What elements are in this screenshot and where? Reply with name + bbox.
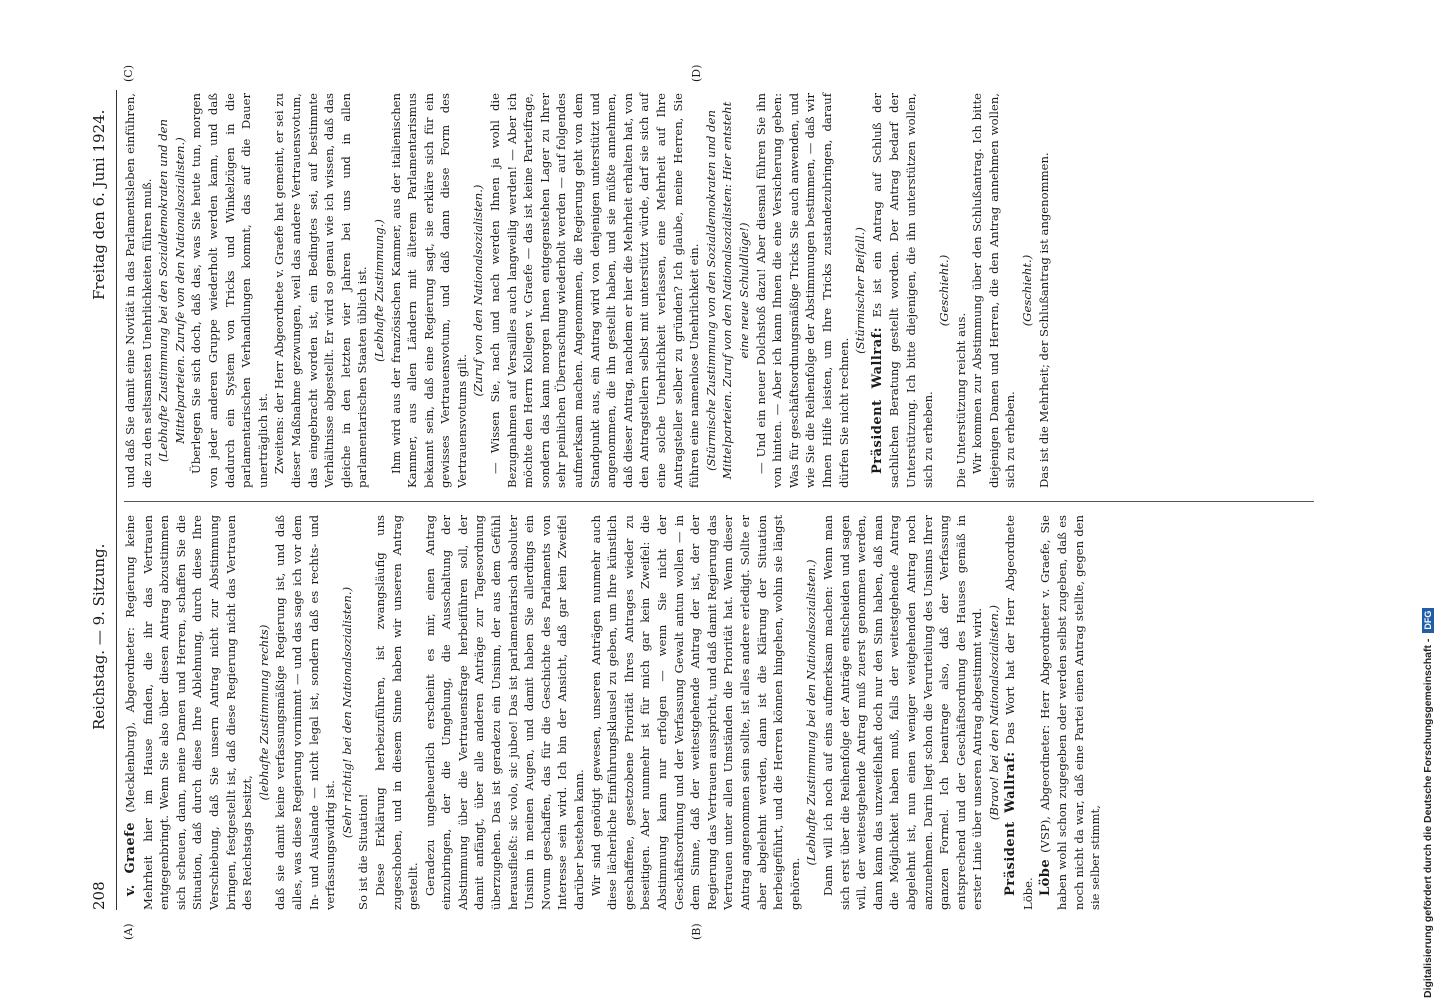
date-header: Freitag den 6. Juni 1924. (90, 109, 108, 300)
paragraph-text: (Lebhafte Zustimmung bei den Sozialdemokraten und den Mittelparteien. Zurufe von den Nationalsozialisten.) (156, 119, 187, 462)
paragraph (272, 515, 338, 910)
paragraph-text: (Lebhafte Zustimmung bei den Nationalsozialisten.) (804, 559, 819, 866)
paragraph (953, 93, 970, 488)
interjection (1019, 93, 1036, 488)
paragraph-text: (Bravo! bei den Nationalsozialisten.) (986, 604, 1001, 821)
paragraph-text: Dann will ich noch auf eins aufmerksam machen: Wenn man sich erst über die Reihenfolge der Anträge entscheiden und sagen will, der weitestgehende Antrag muß zuerst genommen werden, dann kann das unzweifelhaft doch nur den Sinn haben, daß man die Möglichkeit haben muß, falls der weitestgehende Antrag abgelehnt ist, nun einen weniger weitgehenden Antrag noch anzunehmen. Darin liegt schon die Verurteilung des Unsinns Ihrer ganzen Formel. Ich beantrage also, daß der Verfassung entsprechend und der Geschäftsordnung des Hauses gemäß in erster Linie über unseren Antrag abgestimmt wird. (820, 515, 985, 910)
margin-mark-b: (B) (690, 923, 703, 940)
paragraph-text: Die Unterstützung reicht aus. (953, 312, 968, 488)
paragraph-text: und daß Sie damit eine Novität in das Parlamentsleben einführen, die zu den seltsamsten Unehrlichkeiten führen muß. (123, 93, 154, 488)
paragraph-text: (Stürmischer Beifall.) (853, 227, 868, 354)
interjection (852, 93, 869, 488)
speaker-name: Präsident Wallraf: (1003, 751, 1019, 896)
paragraph-text: (lebhafte Zustimmung rechts) (256, 624, 271, 801)
paragraph-text: Ihm wird aus der französischen Kammer, aus der italienischen Kammer, aus allen Ländern mit älterem Parlamentarismus bekannt sein, daß eine Regierung sagt, sie erkläre sich für ein gewisses Vertrauensvotum, und daß dann diese Form des Vertrauensvotums gilt. (388, 93, 469, 488)
interjection (155, 93, 188, 488)
paragraph-text: Wir sind genötigt gewesen, unseren Anträgen nunmehr auch diese lächerliche Einführungsklausel zu geben, um Ihre künstlich geschaffene, gesetzobene Priorität Ihres Antrages wieder zu beseitigen. Aber nunmehr ist für mich gar kein Zweifel: die Abstimmung kann nur erfolgen — wenn Sie nicht der Geschäftsordnung und der Verfassung Gewalt antun wollen — in dem Sinne, daß der weitestgehende Antrag der ist, der der Regierung das Vertrauen ausspricht, und daß damit Regierung das Vertrauen unter allen Umständen die Priorität hat. Wenn dieser Antrag angenommen sein sollte, ist alles andere erledigt. Sollte er aber abgelehnt werden, dann ist die Klärung der Situation herbeigeführt, und die Herren können hingehen, wohin sie längst gehören. (588, 514, 802, 910)
interjection (339, 515, 356, 910)
paragraph-text: Das Wort hat der Herr Abgeordnete Löbe. (1003, 514, 1036, 910)
paragraph (372, 515, 422, 910)
margin-mark-c: (C) (122, 65, 135, 82)
paragraph-text: Wir kommen zur Abstimmung über den Schlußantrag. Ich bitte diejenigen Damen und Herren, die den Antrag annehmen wollen, sich zu erheben. (970, 93, 1018, 488)
credit-text: Digitalisierung gefördert durch die Deutsche Forschungsgemeinschaft - (1422, 638, 1434, 998)
speaker-paragraph (869, 93, 936, 488)
paragraph-text: Es ist ein Antrag auf Schluß der sachlichen Beratung gestellt worden. Der Antrag bedarf der Unterstützung. Ich bitte diejenigen, die ihn unterstützen wollen, sich zu erheben. (869, 93, 935, 488)
paragraph (820, 515, 986, 910)
paragraph-text: Diese Erklärung herbeizuführen, ist zwangsläufig uns zugeschoben, und in diesem Sinne haben wir unseren Antrag gestellt. (372, 515, 421, 910)
paragraph (588, 515, 804, 910)
paragraph (1036, 93, 1053, 488)
rotated-page (90, 64, 1330, 940)
margin-mark-a: (A) (122, 923, 135, 940)
paragraph-text: So ist die Situation! (356, 793, 371, 910)
left-column (122, 515, 1104, 910)
paragraph-text: (Stürmische Zustimmung von den Sozialdemokraten und den Mittelparteien. Zuruf von den Nationalsozialisten: Hier entsteht eine neue Schuldlüge!) (703, 101, 751, 480)
paragraph-text: (Zuruf von den Nationalsozialisten.) (471, 184, 486, 397)
interjection (986, 515, 1003, 910)
funder-credit (1420, 6, 1434, 998)
speaker-name: Präsident Wallraf: (869, 326, 885, 474)
paragraph-text: Das ist die Mehrheit; der Schlußantrag ist angenommen. (1036, 152, 1051, 488)
paragraph-text: Geradezu ungeheuerlich erscheint es mir, einen Antrag einzubringen, der die Umgehung, die Ausschaltung der Abstimmung über die Vertrauensfrage herbeiführen soll, der damit anfängt, über alle anderen Anträge zur Tagesordnung überzugehen. Das ist geradezu ein Unsinn, der aus dem Gefühl herausfließt: sic volo, sic jubeo! Das ist parlamentarisch absoluter Unsinn in meinen Augen, und damit haben Sie allerdings ein Novum geschaffen, das für die Geschichte des Parlaments von Interesse sein wird. Ich bin der Ansicht, daß gar kein Zweifel darüber bestehen kann. (422, 515, 587, 910)
paragraph (122, 93, 155, 488)
paragraph-text: — Und ein neuer Dolchstoß dazu! Aber diesmal führen Sie ihn von hinten. — Aber ich kann Ihnen die eine Versicherung geben: Was für geschäftsordnungsmäßige Tricks Sie auch anwenden, und wie Sie die Reihenfolge der Abstimmungen bestimmen, — daß wir Ihnen Hilfe leisten, um Ihre Tricks zustandezubringen, darauf dürfen Sie nicht rechnen. (753, 93, 851, 488)
paragraph (271, 93, 371, 488)
interjection (371, 93, 388, 488)
speaker-paragraph (1002, 515, 1036, 910)
column-divider (124, 501, 1314, 502)
session-header: Reichstag. — 9. Sitzung. (90, 543, 108, 730)
dfg-logo: DFG (1422, 608, 1434, 633)
speaker-name: Löbe (1037, 858, 1053, 896)
paragraph (422, 515, 588, 910)
paragraph-text: (Lebhafte Zustimmung.) (371, 219, 386, 362)
paragraph (188, 93, 271, 488)
speaker-name: v. Graefe (123, 822, 138, 896)
margin-mark-d: (D) (690, 64, 703, 82)
interjection (703, 93, 753, 488)
interjection (470, 93, 487, 488)
interjection (803, 515, 820, 910)
paragraph-text: (Sehr richtig! bei den Nationalsozialisten.) (339, 586, 354, 839)
interjection (936, 93, 953, 488)
paragraph (388, 93, 471, 488)
paragraph-text: (Mecklenburg), Abgeordneter: Regierung keine Mehrheit hier im Hause finden, die ihr das Vertrauen entgegenbringt. Wenn Sie also über diesen Antrag abzustimmen sich scheuen, dann, meine Damen und Herren, schaffen Sie die Situation, daß durch diese Ihre Ablehnung, durch diese Ihre Verschiebung, daß Sie unsern Antrag nicht zur Abstimmung bringen, festgestellt ist, daß diese Regierung nicht das Vertrauen des Reichstags besitzt, (123, 515, 255, 910)
speaker-paragraph (1037, 515, 1104, 910)
paragraph (487, 93, 703, 488)
paragraph-text: (Geschieht.) (1020, 254, 1035, 327)
paragraph (355, 515, 372, 910)
paragraph-text: Überlegen Sie sich doch, daß das, was Sie heute tun, morgen von jeder anderen Gruppe wiederholt werden kann, und daß dadurch ein System von Tricks und Winkelzügen in die parlamentarischen Verhandlungen kommt, das auf die Dauer unerträglich ist. (189, 93, 270, 488)
paragraph-text: (Geschieht.) (937, 254, 952, 327)
paragraph (753, 93, 853, 488)
page-number: 208 (90, 881, 108, 910)
speaker-paragraph (122, 515, 256, 910)
paragraph-text: — Wissen Sie, nach und nach werden Ihnen ja wohl die Bezugnahmen auf Versailles auch langweilig werden! — Aber ich möchte den Herrn Kollegen v. Graefe — das ist keine Parteifrage, sondern das kann morgen Ihnen entgegenstehen Lager zu Ihrer sehr peinlichen Überraschung wiederholt werden — auf folgendes aufmerksam machen. Angenommen, die Regierung geht von dem Standpunkt aus, ein Antrag wird von denjenigen unterstützt und angenommen, die ihn gestellt haben, und sie müßte annehmen, daß dieser Antrag, nachdem er hier die Mehrheit erhalten hat, von den Antragstellern selbst mit unterstützt würde, darf sie sich auf eine solche Unehrlichkeit verlassen, eine Mehrheit auf Ihre Antragsteller selber zu gründen? Ich glaube, meine Herren, Sie führen eine namenlose Unehrlichkeit ein. (488, 93, 702, 488)
paragraph (969, 93, 1019, 488)
interjection (256, 515, 273, 910)
right-column (122, 93, 1052, 488)
paragraph-text: Zweitens: der Herr Abgeordnete v. Graefe hat gemeint, er sei zu dieser Maßnahme gezwungen, weil das andere Vertrauensvotum, das eingebracht worden ist, ein Bedingtes sei, auf bestimmte Verhältnisse abgestellt. Er wird so genau wie ich wissen, daß das gleiche in den letzten vier Jahren bei uns und in allen parlamentarischen Staaten üblich ist. (272, 93, 370, 488)
header-rule (116, 90, 117, 910)
paragraph-text: daß sie damit keine verfassungsmäßige Regierung ist, und daß alles, was diese Regierung vornimmt — und das sage ich vor dem In- und Auslande — nicht legal ist, sondern daß es rechts- und verfassungswidrig ist. (273, 515, 338, 910)
paragraph-text: (VSP), Abgeordneter: Herr Abgeordneter v. Graefe, Sie haben wohl schon zugegeben oder werden selbst zugeben, daß es noch nicht da war, daß eine Partei einen Antrag stellte, gegen den sie selber stimmt, (1037, 514, 1103, 910)
